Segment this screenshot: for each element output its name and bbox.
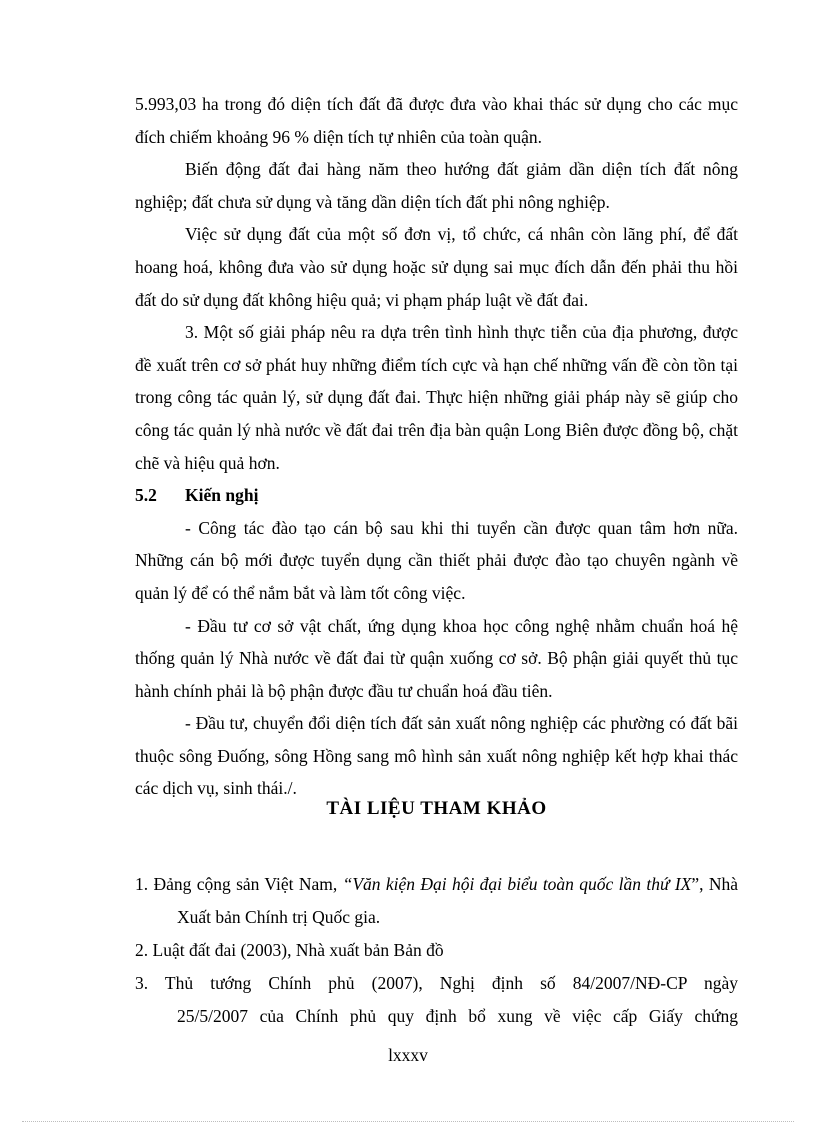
references-title: TÀI LIỆU THAM KHẢO [326,798,547,819]
reference-1-prefix: 1. Đảng cộng sản Việt Nam, [135,874,343,894]
paragraph-land-waste: Việc sử dụng đất của một số đơn vị, tổ chức, cá nhân còn lãng phí, để đất hoang hoá, không đưa vào sử dụng hoặc sử dụng sai mục đích dẫn đến phải thu hồi đất do sử dụng đất không hiệu quả; vi phạm pháp luật về đất đai. [135,224,738,310]
recommendation-training: - Công tác đào tạo cán bộ sau khi thi tuyển cần được quan tâm hơn nữa. Những cán bộ mới được tuyển dụng cần thiết phải được đào tạo chuyên ngành về quản lý để có thể nắm bắt và làm tốt công việc. [135,517,738,603]
section-number: 5.2 [135,485,157,506]
reference-item-3 [135,967,738,1033]
reference-1-title: “Văn kiện Đại hội đại biểu toàn quốc lần thứ IX [342,874,692,894]
recommendation-agriculture: - Đầu tư, chuyển đổi diện tích đất sản xuất nông nghiệp các phường có đất bãi thuộc sông Đuống, sông Hồng sang mô hình sản xuất nông nghiệp kết hợp khai thác các dịch vụ, sinh thái./. [135,713,738,799]
reference-1-suffix: ”, Nhà Xuất bản Chính trị Quốc gia. [177,874,738,927]
page-number: lxxxv [388,1045,428,1065]
reference-item-2: 2. Luật đất đai (2003), Nhà xuất bản Bản đồ [135,940,444,960]
reference-item-1 [135,868,738,934]
paragraph-solutions: 3. Một số giải pháp nêu ra dựa trên tình hình thực tiễn của địa phương, được đề xuất trên cơ sở phát huy những điểm tích cực và hạn chế những vấn đề còn tồn tại trong công tác quản lý, sử dụng đất đai. Thực hiện những giải pháp này sẽ giúp cho công tác quản lý nhà nước về đất đai trên địa bàn quận Long Biên được đồng bộ, chặt chẽ và hiệu quả hơn. [135,322,738,473]
body-text [135,88,738,805]
page-bottom-divider [22,1121,794,1122]
paragraph-land-change: Biến động đất đai hàng năm theo hướng đất giảm dần diện tích đất nông nghiệp; đất chưa sử dụng và tăng dần diện tích đất phi nông nghiệp. [135,159,738,212]
paragraph-land-use-summary: 5.993,03 ha trong đó diện tích đất đã được đưa vào khai thác sử dụng cho các mục đích chiếm khoảng 96 % diện tích tự nhiên của toàn quận. [135,94,738,147]
section-title: Kiến nghị [185,485,259,506]
references-list [135,868,738,1033]
section-heading [135,479,738,512]
reference-3-line-2: 25/5/2007 của Chính phủ quy định bổ xung về việc cấp Giấy chứng [177,1006,738,1026]
recommendation-infrastructure: - Đầu tư cơ sở vật chất, ứng dụng khoa học công nghệ nhằm chuẩn hoá hệ thống quản lý Nhà nước về đất đai từ quận xuống cơ sở. Bộ phận giải quyết thủ tục hành chính phải là bộ phận được đầu tư chuẩn hoá đầu tiên. [135,615,738,701]
reference-3-line-1: 3. Thủ tướng Chính phủ (2007), Nghị định số 84/2007/NĐ-CP ngày [135,973,738,993]
